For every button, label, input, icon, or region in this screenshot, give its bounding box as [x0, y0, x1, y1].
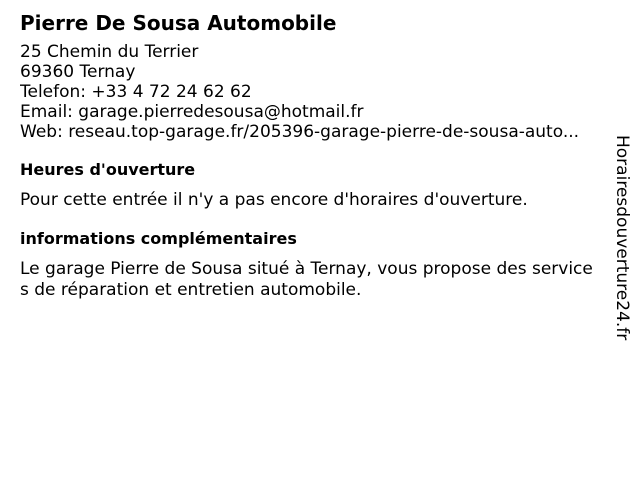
business-name: Pierre De Sousa Automobile: [20, 11, 337, 35]
site-watermark: Horairesdouverture24.fr: [612, 135, 632, 341]
street-address: 25 Chemin du Terrier: [20, 42, 199, 62]
opening-hours-text: Pour cette entrée il n'y a pas encore d'horaires d'ouverture.: [20, 190, 528, 210]
additional-info-text: Le garage Pierre de Sousa situé à Ternay, vous propose des services de réparation et entretien automobile.: [20, 259, 593, 300]
phone-line[interactable]: Telefon: +33 4 72 24 62 62: [20, 82, 252, 102]
business-card: [20, 10, 605, 301]
additional-info-heading: informations complémentaires: [20, 229, 297, 248]
email-line[interactable]: Email: garage.pierredesousa@hotmail.fr: [20, 102, 364, 122]
city-line: 69360 Ternay: [20, 62, 136, 82]
opening-hours-heading: Heures d'ouverture: [20, 160, 196, 179]
web-line[interactable]: Web: reseau.top-garage.fr/205396-garage-pierre-de-sousa-auto...: [20, 122, 580, 142]
